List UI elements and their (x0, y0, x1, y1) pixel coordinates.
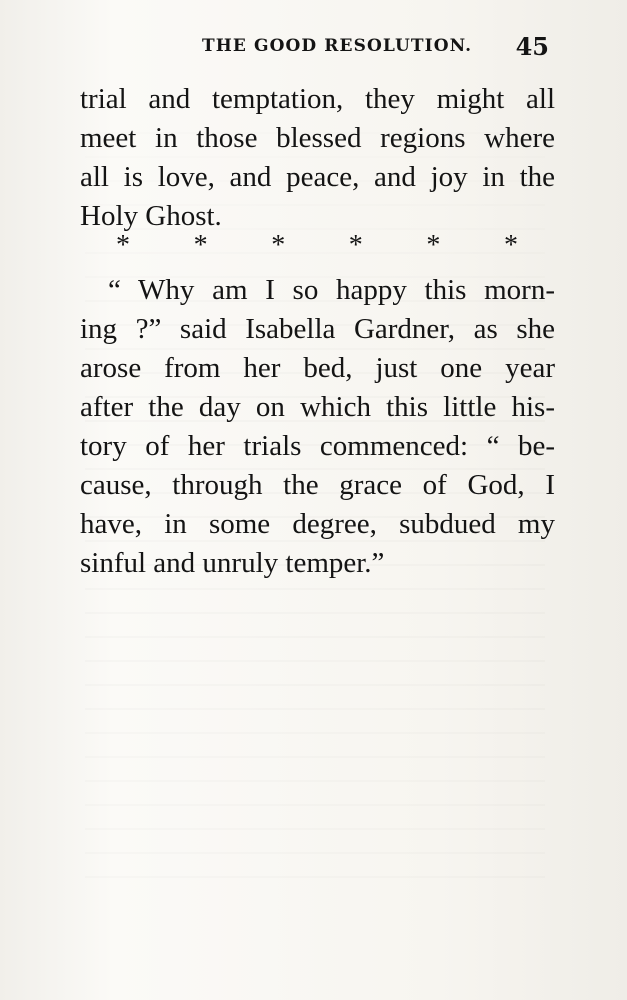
text-line: cause, through the grace of God, I (80, 469, 555, 501)
text-line: after the day on which this little his- (80, 391, 555, 423)
asterisk: * (271, 230, 286, 261)
paragraph-2 (80, 271, 555, 583)
page-number: 45 (515, 32, 549, 61)
text-line: trial and temptation, they might all (80, 83, 555, 115)
running-title: THE GOOD RESOLUTION. (202, 36, 473, 56)
section-break (116, 232, 518, 260)
text-line: Holy Ghost. (80, 200, 222, 232)
text-line: ing ?” said Isabella Gardner, as she (80, 313, 555, 345)
running-header (78, 32, 549, 61)
paragraph-1 (80, 80, 555, 236)
asterisk: * (426, 230, 441, 261)
text-line: meet in those blessed regions where (80, 122, 555, 154)
text-line: sinful and unruly temper.” (80, 547, 385, 579)
text-line: “ Why am I so happy this morn- (108, 274, 555, 306)
text-line: all is love, and peace, and joy in the (80, 161, 555, 193)
asterisk: * (503, 230, 518, 261)
text-line: arose from her bed, just one year (80, 352, 555, 384)
asterisk: * (348, 230, 363, 261)
text-line: tory of her trials commenced: “ be- (80, 430, 555, 462)
asterisk: * (116, 230, 130, 261)
asterisk: * (193, 230, 208, 261)
text-line: have, in some degree, subdued my (80, 508, 555, 540)
